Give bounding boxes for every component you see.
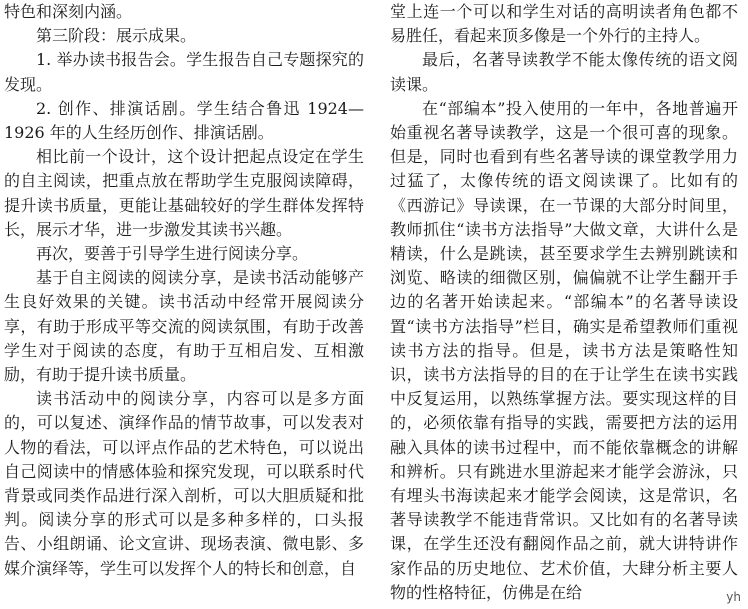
right-paragraph-3: 在“部编本”投入使用的一年中，各地普遍开始重视名著导读教学，这是一个很可喜的现象。但是，同时也看到有些名著导读的课堂教学用力过猛了，太像传统的语文阅读课了。比如有的《西游记》导读课，在一节课的大部分时间里，教师抓住“读书方法指导”大做文章，大讲什么是精读，什么是跳读，甚至要求学生去辨别跳读和浏览、略读的细微区别，偏偏就不让学生翻开手边的名著开始读起来。“部编本”的名著导读设置“读书方法指导”栏目，确实是希望教师们重视读书方法的指导。但是，读书方法是策略性知识，读书方法指导的目的在于让学生在读书实践中反复运用，以熟练掌握方法。要实现这样的目的，必须依靠有指导的实践，需要把方法的运用融入具体的读书过程中，而不能依靠概念的讲解和辨析。只有跳进水里游起来才能学会游泳，只有埋头书海读起来才能学会阅读，这是常识，名著导读教学不能违背常识。又比如有的名著导读课，在学生还没有翻阅作品之前，就大讲特讲作家作品的历史地位、艺术价值，大肆分析主要人物的性格特征，仿佛是在给 <box>390 98 738 602</box>
right-paragraph-1: 堂上连一个可以和学生对话的高明读者角色都不易胜任，看起来顶多像是一个外行的主持人。 <box>390 2 738 46</box>
left-paragraph-2: 第三阶段：展示成果。 <box>36 26 197 46</box>
left-paragraph-6: 再次，要善于引导学生进行阅读分享。 <box>36 244 309 264</box>
right-paragraph-2: 最后，名著导读教学不能太像传统的语文阅读课。 <box>390 50 738 94</box>
left-paragraph-3: 1. 举办读书报告会。学生报告自己专题探究的发现。 <box>4 50 364 94</box>
right-column <box>390 0 738 605</box>
watermark: yh <box>723 589 744 605</box>
left-column <box>4 0 364 581</box>
left-paragraph-1: 特色和深刻内涵。 <box>4 2 133 21</box>
left-paragraph-7: 基于自主阅读的阅读分享，是读书活动能够产生良好效果的关键。读书活动中经常开展阅读分享，有助于形成平等交流的阅读氛围，有助于改善学生对于阅读的态度，有助于互相启发、互相激励，有助于提升读书质量。 <box>4 268 364 385</box>
left-paragraph-4: 2. 创作、排演话剧。学生结合鲁迅 1924—1926 年的人生经历创作、排演话剧。 <box>4 98 364 143</box>
left-paragraph-5: 相比前一个设计，这个设计把起点设定在学生的自主阅读，把重点放在帮助学生克服阅读障碍，提升读书质量，更能让基础较好的学生群体发挥特长，展示才华，进一步激发其读书兴趣。 <box>4 147 364 239</box>
left-paragraph-8: 读书活动中的阅读分享，内容可以是多方面的，可以复述、演绎作品的情节故事，可以发表对人物的看法，可以评点作品的艺术特色，可以说出自己阅读中的情感体验和探究发现，可以联系时代背景或同类作品进行深入剖析，可以大胆质疑和批判。阅读分享的形式可以是多种多样的，口头报告、小组朗诵、论文宣讲、现场表演、微电影、多媒介演绎等，学生可以发挥个人的特长和创意，自 <box>4 389 364 578</box>
